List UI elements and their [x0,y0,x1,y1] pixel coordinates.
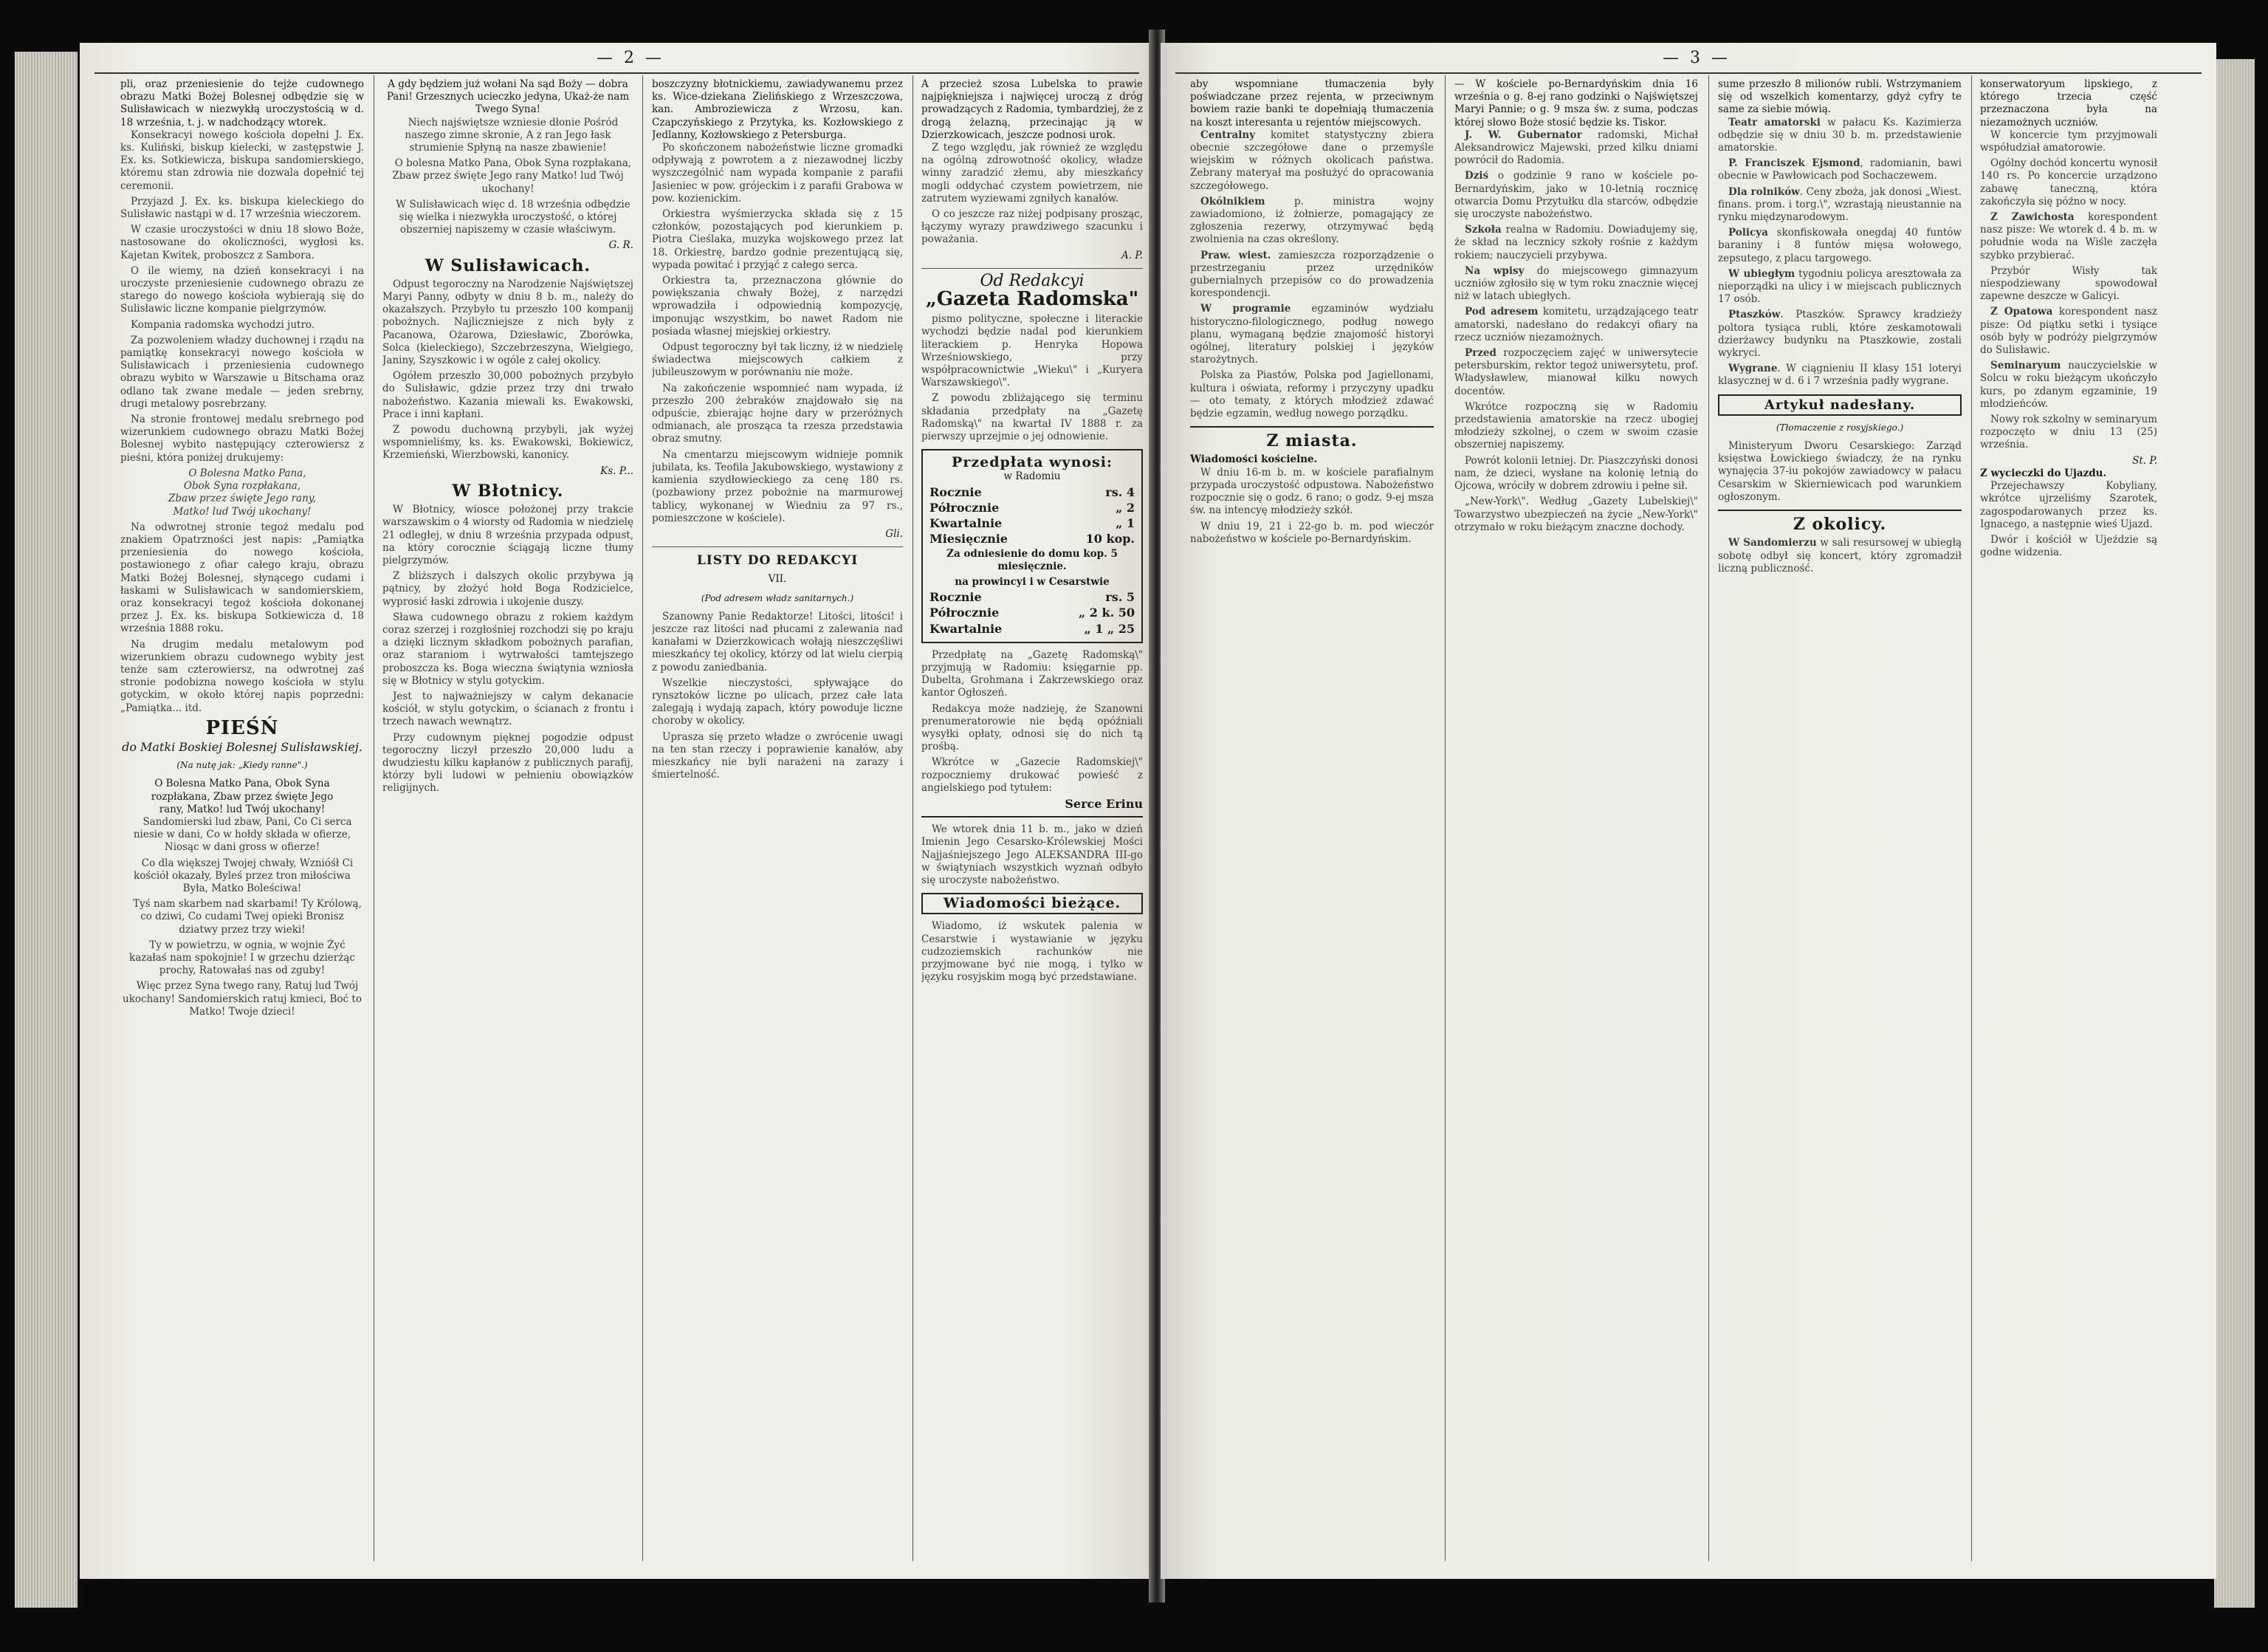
column-1 [1190,78,1434,1564]
price-row [929,485,1135,499]
column-rule [1708,75,1709,1561]
letters-title: LISTY DO REDAKCYI [696,553,859,569]
column-4 [1980,78,2157,1564]
article-text: konserwatoryum lipskiego, z którego trzecia część przeznaczona była na niezamożnych uczniów. [1980,78,2157,128]
price-label: Kwartalnie [929,621,1003,636]
article-body: Teatr amatorski w pałacu Ks. Kazimierza odbędzie się w dniu 30 b. m. przedstawienie amatorskie. P. Franciszek Ejsmond, radomianin, bawi obecnie w Pawłowicach pod Sochaczewem. Dla rolników. Ceny zboża, jak donosi „Wiest. finans. prom. i torg.\", wzrastają nieustannie na rynku międzynarodowym. Policya skonfiskowała onegdaj 40 funtów baraniny i 8 funtów mięsa wołowego, zepsutego, z placu targowego. W ubiegłym tygodniu policya aresztowała za nieporządki na ulicy i w miejscach publicznych 17 osób. Ptaszków. Ptaszków. Sprawcy kradzieży poltora tysiąca rubli, które zeskamotowali dzierżawcy budynku na Ptaszkowie, zostali wykryci. Wygrane. W ciągnieniu II klasy 151 loteryi klasycznej w d. 6 i 7 września padły wygrane. [1718,116,1962,388]
run-in-head: Z Opatowa [1990,306,2053,318]
header-rule [1175,72,2202,74]
price-row [929,590,1135,604]
subscription-box [921,449,1143,642]
column-2 [382,78,633,1564]
article-body: Konsekracyi nowego kościoła dopełni J. Ex. ks. Kuliński, biskup kielecki, w zastępstwie J. Ex. ks. Sotkiewicza, biskupa sandomierskiego, któremu stan zdrowia nie dozwala dopełnić tej ceremonii. Przyjazd J. Ex. ks. biskupa kieleckiego do Sulisławic nastąpi w d. 17 września wieczorem. W czasie uroczystości w dniu 18 słowo Boże, nastosowane do okoliczności, wygłosi ks. Kajetan Kwitek, proboszcz z Sambora. O ile wiemy, na dzień konsekracyi i na uroczyste przeniesienie cudownego obrazu ze starego do nowego kościoła wybierają się do Sulisławic liczne kompanie pielgrzymów. Kompania radomska wychodzi jutro. Za pozwoleniem władzy duchownej i rządu na pamiątkę konsekracyi nowego kościoła w Sulisławicach i przeniesienia cudownego obrazu wybito w Warszawie u Bitschama oraz odlano tak zwane medale — jeden srebrny, drugi metalowy posrebrzany. Na stronie frontowej medalu srebrnego pod wizerunkiem cudownego obrazu Matki Bożej Bolesnej wybito następujący czterowiersz z pieśni, która poniżej drukujemy: O Bolesna Matko Pana, Obok Syna rozpłakana, Zbaw przez święte Jego rany, Matko! lud Twój ukochany! Na odwrotnej stronie tegoż medalu pod znakiem Opatrzności jest napis: „Pamiątka przeniesienia do nowego kościoła, postawionego z ofiar całego kraju, obrazu Matki Bożej Bolesnej, słynącego cudami i łaskami w Sulisławicach w sandomierskiem, oraz konsekracyi tegoż kościoła dokonanej przez J. Ex. ks. biskupa Sotkiewicza d. 18 września 1888 roku. Na drugim medalu metalowym pod wizerunkiem obrazu cudownego wybity jest tenże sam czterowiersz, na odwrotnej zaś stronie podobizna nowego kościoła w stylu gotyckim, w około której napis poprzedni: „Pamiątka... itd. [120,128,364,714]
book-edge-right [2214,59,2255,1608]
letter-body: Szanowny Panie Redaktorze! Litości, litości! i jeszcze raz litości nad płucami z zalewania nad kanałami w Dzierzkowicach wołają nieszczęśliwi mieszkańcy tej okolicy, którzy od lat wielu cierpią z powodu zaniedbania. Wszelkie nieczystości, spływające do rynsztoków liczne po ulicach, przez całe lata zalegają i wydają zapach, który powoduje liczne choroby w okolicy. Uprasza się przeto władze o zwrócenie uwagi na ten stan rzeczy i poprawienie kanałów, aby mieszkańcy nie byli narażeni na zarazy i śmiertelność. [652,610,903,781]
run-in-head: Przed [1465,347,1496,360]
column-1 [120,78,364,1564]
run-in-head: J. W. Gubernator [1465,128,1582,141]
article-body: Wiadomo, iż wskutek palenia w Cesarstwie i wystawianie w języku cudzoziemskich rachunków nie przyjmowane być nie mogą, i tylko w języku rosyjskim mogą być przedstawiane. [921,920,1143,984]
section-subtitle: do Matki Boskiej Bolesnej Sulisławskiej. [122,739,362,754]
letters-subtitle: (Pod adresem władz sanitarnych.) [701,592,854,603]
run-in-head: W Sandomierzu [1728,537,1817,549]
divider [921,268,1143,269]
signature: Gli. [885,527,903,540]
article-heading: W Błotnicy. [452,481,564,501]
run-in-head: W ubiegłym [1728,267,1796,280]
column-rule [1971,75,1972,1561]
article-title: Artykuł nadesłany. [1764,397,1916,413]
news-heading: Wiadomości kościelne. [1190,453,1318,466]
region-title: Z okolicy. [1793,515,1887,535]
price-value: rs. 4 [1105,484,1135,499]
price-row [929,516,1135,530]
news-title: Wiadomości bieżące. [943,895,1121,912]
verse: A gdy będziem już wołani Na sąd Boży — dobra Pani! Grzesznych ucieczko jedyna, Ukaż-że nam Twego Syna! [386,78,630,116]
article-body: Przejechawszy Kobyliany, wkrótce ujrzeliśmy Szarotek, zagospodarowanych przez ks. Ignacego, a następnie wieś Ujazd. Dwór i kościół w Ujeździe są godne widzenia. [1980,480,2157,559]
price-label: Półrocznie [929,500,1000,515]
column-4 [921,78,1143,1564]
verse-body: Sandomierski lud zbaw, Pani, Co Ci serca niesie w dani, Co w hołdy składa w ofierze, Niosąc w dani gross w ofierze! Co dla większej Twojej chwały, Wznióśł Ci kościół okazały, Byleś przez tron miłościwa Była, Matko Boleściwa! Tyś nam skarbem nad skarbami! Ty Królową, co dziwi, Co cudami Twej opieki Bronisz dziatwy przez trzy wieki! Ty w powietrzu, w ognia, w wojnie Żyć kazałaś nam spokojnie! I w grzechu dzierżąc prochy, Ratowałaś nas od zguby! Więc przez Syna twego rany, Ratuj lud Twój ukochany! Sandomierskich ratuj kmieci, Boć to Matko! Twoje dzieci! [123,815,362,1018]
article-subtitle: (Tłomaczenie z rosyjskiego.) [1776,422,1904,433]
article-heading: W Sulisławicach. [425,256,591,275]
section-title: Z miasta. [1266,431,1358,451]
delivery-note: Za odniesienie do domu kop. 5 miesięcznie. [946,547,1118,572]
news-heading: Z wycieczki do Ujazdu. [1980,467,2107,479]
column-3 [1718,78,1962,1564]
price-label: Rocznie [929,484,982,499]
run-in-head: Okólnikiem [1200,195,1265,208]
run-in-head: Dla rolników [1728,185,1800,198]
run-in-head: Na wpisy [1465,264,1525,277]
price-row [929,501,1135,515]
price-value: „ 1 „ 25 [1084,621,1135,636]
price-label: Kwartalnie [929,516,1003,531]
price-value: „ 2 k. 50 [1079,606,1135,620]
news-title-box [921,893,1143,914]
article-text: sume przeszło 8 milionów rubli. Wstrzymaniem się od wszelkich komentarzy, gdyż cyfry te same za siebie mówią. [1718,78,1962,116]
article-text: boszczyzny błotnickiemu, zawiadywanemu przez ks. Wice-dziekana Zielińskiego z Wrzeszczowa, kan. Ambroziewicza z Wrzosu, kan. Czapczyńskiego z Przytyka, ks. Kozłowskiego z Jedlanny, Kozłowskiego z Petersburga. [652,78,903,141]
column-3 [652,78,903,1564]
right-page [1161,43,2216,1579]
page-number: — 2 — [597,49,664,67]
signature: G. R. [608,239,633,252]
article-body: Przedpłatę na „Gazetę Radomską\" przyjmują w Radomiu: księgarnie pp. Dubelta, Grohmana i Zakrzewskiego oraz kantor Ogłoszeń. Redakcya może nadzieję, że Szanowni prenumeratorowie nie będą opóźniali wysyłki opłaty, odnosi się do nich tą prośbą. Wkrótce w „Gazecie Radomskiej\" rozpoczniemy drukować powieść z angielskiego pod tytułem: [921,648,1143,794]
article-body: W dniu 16-m b. m. w kościele parafialnym przypada uroczystość odpustowa. Nabożeństwo rozpocznie się o godz. 6 rano; o godz. 9-ej msza św. na intencyę młodzieży szkół. W dniu 19, 21 i 22-go b. m. pod wieczór nabożeństwo w kościele po-Bernardyńskim. [1190,466,1434,545]
article-body: J. W. Gubernator radomski, Michał Aleksandrowicz Majewski, przed kilku dniami powrócił do Radomia. Dziś o godzinie 9 rano w kościele po-Bernardyńskim, jako w 10-letnią rocznicę otwarcia Domu Przytułku dla starców, odbędzie się uroczyste nabożeństwo. Szkoła realna w Radomiu. Dowiadujemy się, że skład na lecznicy szkoły rośnie z każdym rokiem; nauczycieli przybywa. Na wpisy do miejscowego gimnazyum uczniów zgłosiło się w tym roku znacznie więcej niż w latach ubiegłych. Pod adresem komitetu, urządzającego teatr amatorski, nadesłano do redakcyi ofiary na rzecz uczniów niezamożnych. Przed rozpoczęciem zajęć w uniwersytecie petersburskim, rektor tegoż uniwersytetu, prof. Władysławlew, mianował kilku nowych docentów. Wkrótce rozpoczną się w Radomiu przedstawienia amatorskie na rzecz ubogiej młodzieży szkolnej, o czem w swoim czasie obszerniej napiszemy. Powrót kolonii letniej. Dr. Piaszczyński donosi nam, że dzieci, wysłane na kolonię letnią do Ojcowa, wróciły w dobrem zdrowiu i pełne sił. „New-York\". Według „Gazety Lubelskiej\" Towarzystwo ubezpieczeń na życie „New-York\" otrzymało w roku bieżącym znaczne dochody. [1454,128,1698,533]
divider [921,816,1143,818]
redakcja-title: Od Redakcyi [980,271,1085,290]
column-rule [642,75,643,1561]
signed-title: Serce Erinu [1065,796,1143,811]
divider [1190,426,1434,428]
price-value: „ 1 [1116,516,1135,531]
article-body: We wtorek dnia 11 b. m., jako w dzień Imienin Jego Cesarsko-Królewskiej Mości Najjaśniejszego Jego ALEKSANDRA III-go w świątyniach wszystkich wyznań odbyło się uroczyste nabożeństwo. [921,823,1143,886]
price-label: Półrocznie [929,606,1000,620]
price-table [927,484,1137,548]
price-value: 10 kop. [1085,532,1135,546]
run-in-head: Seminaryum [1990,360,2061,372]
signature: Ks. P... [600,465,633,477]
section-note: (Na nutę jak: „Kiedy ranne".) [176,760,308,771]
run-in-head: Wygrane [1728,363,1778,375]
article-body: Odpust tegoroczny na Narodzenie Najświętszej Maryi Panny, odbyty w dniu 8 b. m., należy do okazałszych. Przybyło tu przeszło 100 kompanij pobożnych. Najliczniejsze z nich były z Pacanowa, Ożarowa, Dziesławic, Zborówka, Solca (kieleckiego), Szczebrzeszyna, Wielgiego, Janiny, Szyszkowic i w ogóle z całej okolicy. Ogółem przeszło 30,000 pobożnych przybyło do Sulisławic, gdzie przez trzy dni trwało nabożeństwo. Kazania miewali ks. Ewakowski, Prace i inni kapłani. Z powodu duchowną przybyli, jak wyżej wspomnieliśmy, ks. ks. Ewakowski, Bokiewicz, Krzemieński, Wierzbowski, kanonicy. [382,278,633,462]
article-body: W koncercie tym przyjmowali współudział amatorowie. Ogólny dochód koncertu wynosił 140 rs. Po koncercie urządzono zabawę taneczną, która zakończyła się późno w nocy. Z Zawichosta korespondent nasz pisze: We wtorek d. 4 b. m. w południe woda na Wiśle zaczęła szybko przybierać. Przybór Wisły tak niespodziewany spowodował zapewne deszcze w Galicyi. Z Opatowa korespondent nasz pisze: Od piątku setki i tysiące osób były w podróży pielgrzymów do Sulisławic. Seminaryum nauczycielskie w Solcu w roku bieżącym ukończyło kurs, po zdanym egzaminie, 19 młodzieńców. Nowy rok szkolny w seminaryum rozpoczęto w dniu 13 (25) września. [1980,128,2157,451]
column-2 [1454,78,1698,1564]
article-text: pli, oraz przeniesienie do tejże cudownego obrazu Matki Bożej Bolesnej odbędzie się w Sulisławicach w niezwykłą uroczystością w d. 18 września, t. j. w nadchodzący wtorek. [120,78,364,128]
divider [1718,510,1962,511]
price-value: „ 2 [1116,500,1135,515]
left-page [80,43,1155,1579]
price-label: Miesięcznie [929,532,1008,546]
divider [652,546,903,547]
article-body: Centralny komitet statystyczny zbiera obecnie szczegółowe dane o przemyśle wiejskim w różnych okolicach państwa. Zebrany materyał ma posłużyć do opracowania szczegółowego. Okólnikiem p. ministra wojny zawiadomiono, iż żołnierze, pomagający ze zgłoszenia rezerwy, otrzymywać będą zwolnienia na czas określony. Praw. wiest. zamieszcza rozporządzenie o przestrzeganiu przez urzędników gubernialnych przepisów co do prowadzenia korespondencji. W programie egzaminów wydziału historyczno-filologicznego, podług nowego planu, wymaganą będzie znajomość historyi ogólnej, literatury polskiej i języków starożytnych. Polska za Piastów, Polska pod Jagiellonami, kultura i oświata, reformy i przyczyny upadku — oto tematy, z których młodzież zdawać będzie egzamin, według nowego porządku. [1190,128,1434,420]
price-label: Rocznie [929,590,982,605]
article-text: aby wspomniane tłumaczenia były poświadczane przez rejenta, w przeciwnym bowiem razie banki te dopełniają tłumaczenia na koszt interesanta u rejentów miejscowych. [1190,78,1434,128]
verse: O Bolesna Matko Pana, Obok Syna rozpłakana, Zbaw przez święte Jego rany, Matko! lud Twój ukochany! [151,778,334,815]
article-text: A przecież szosa Lubelska to prawie najpiękniejsza i najwięcej uroczą z dróg prowadzących z Radomia, tymbardziej, że z drogą żelazną, przecinając ją w Dzierzkowicach, jeszcze podnosi urok. [921,78,1143,141]
run-in-head: Centralny [1200,128,1256,141]
price-value: rs. 5 [1105,590,1135,605]
price-row [929,622,1135,636]
run-in-head: Dziś [1465,170,1489,182]
book-edge-left [15,52,78,1608]
price-row [929,532,1135,546]
signature: St. P. [2132,454,2157,467]
article-body: Z tego względu, jak również ze względu na ogólną zdrowotność okolicy, władze winny zaradzić złemu, aby mieszkańcy mogli oddychać czystem powietrzem, nie zatrutem wyziewami zgniłych kanałów. O co jeszcze raz niżej podpisany prosząc, łączymy wyrazy prawdziwego szacunku i poważania. [921,142,1143,246]
verse-body: Niech najświętsze wzniesie dłonie Pośród naszego zimne skronie, A z ran Jego łask strumienie Spłyną na nasze zbawienie! O bolesna Matko Pana, Obok Syna rozpłakana, Zbaw przez święte Jego rany Matko! lud Twój ukochany! W Sulisławicach więc d. 18 września odbędzie się wielka i niezwykła uroczystość, o której obszerniej napiszemy w czasie właściwym. [392,116,632,236]
run-in-head: P. Franciszek Ejsmond [1728,157,1860,170]
article-body: Ministeryum Dworu Cesarskiego: Zarząd księstwa Łowickiego świadczy, że na rynku wynajęcia 37-iu pokojów zawiadowcy w pałacu Cesarskim w Skierniewicach pod warunkiem ogłoszonym. [1718,440,1962,503]
article-body: pismo polityczne, społeczne i literackie wychodzi będzie nadal pod kierunkiem literackiem p. Henryka Hopowa Wrześniowskiego, przy współpracownictwie „Wieku\" i „Kuryera Warszawskiego\". Z powodu zbliżającego się terminu składania przedpłaty na „Gazetę Radomską\" na kwartał IV 1888 r. za pierwszy uprzejmie o jej odnowienie. [921,313,1143,443]
article-body: W Błotnicy, wiosce położonej przy trakcie warszawskim o 4 wiorsty od Radomia w niedzielę 21 odległej, w dniu 8 września przypada odpust, na który corocznie ściągają liczne tłumy pielgrzymów. Z bliższych i dalszych okolic przybywa ją pątnicy, by złożyć hołd Boga Rodzicielce, wyprosić łaski zdrowia i ukojenie duszy. Sława cudownego obrazu z rokiem każdym coraz szerzej i rozgłośniej rozchodzi się po kraju a dzięki licznym składkom pobożnych parafian, oraz staraniom i wytrwałości tamtejszego proboszcza ks. Boga wieczna świątynia wzniosła się w Błotnicy w stylu gotyckim. Jest to najważniejszy w całym dekanacie kościół, w stylu gotyckim, o ścianach z frontu i trzech nawach wewnątrz. Przy cudownym pięknej pogodzie odpust tegoroczny liczył przeszło 20,000 ludu a dwudziestu kilku kapłanów z publicznych parafij, którzy byli ludowi w pełnieniu obowiązków religijnych. [382,504,633,795]
run-in-head: Teatr amatorski [1728,116,1821,128]
article-body: W Sandomierzu w sali resursowej w ubiegłą sobotę odbył się koncert, który zgromadził liczną publiczność. [1718,537,1962,575]
run-in-head: W programie [1200,303,1291,315]
run-in-head: Szkoła [1465,224,1502,236]
run-in-head: Praw. wiest. [1200,249,1271,261]
paper-name: „Gazeta Radomska" [925,288,1139,311]
page-number: — 3 — [1663,49,1731,67]
article-body: Po skończonem nabożeństwie liczne gromadki odpływają z powrotem a z niezawodnej liczby wyszczególnić nam wypada kompanie z parafii Jasieniec w pow. grójeckim i z parafii Grabowa w pow. kozienickim. Orkiestra wyśmierzycka składa się z 15 członków, pozostających pod kierunkiem p. Piotra Cieślaka, muzyka wojskowego przez lat 18. Orkiestrę, bardzo godnie prezentującą się, wypada powitać i przyjąć z całego serca. Orkiestra ta, przeznaczona głównie do powiększania chwały Bożej, z narzędzi wprowadziła i odpowiednią kompozycję, imponując wszystkim, bo nawet Radom nie posiada własnej miejskiej orkiestry. Odpust tegoroczny był tak liczny, iż w niedzielę świadectwa miejscowych całkiem z jubileuszowym w porównaniu nie może. Na zakończenie wspomnieć nam wypada, iż przeszło 200 żebraków znajdowało się na odpuście, zbierając hojne dary w przeróżnych odmianach, ale prosząca ta rzesza przedstawia obraz smutny. Na cmentarzu miejscowym widnieje pomnik jubilata, ks. Teofila Jakubowskiego, wystawiony z kamienia szydłowieckiego za cenę 180 rs. (pozbawiony przez pobożnie na marmurowej tablicy, wykonanej w Wiedniu za 97 rs., pomieszczone w kościele). [652,142,903,524]
column-rule [1445,75,1446,1561]
header-rule [94,72,1139,74]
run-in-head: Ptaszków [1728,309,1781,321]
section-title: PIEŚŃ [205,716,279,739]
signature: A. P. [1121,249,1143,261]
price-row [929,606,1135,620]
run-in-head: Pod adresem [1465,306,1539,318]
price-table-province [927,589,1137,637]
article-text: — W kościele po-Bernardyńskim dnia 16 września o g. 8-ej rano godzinki o Najświętszej Maryi Pannie; o g. 9 msza św. z suma, podczas której słowo Boże stosić będzie ks. Tiskor. [1454,78,1698,128]
run-in-head: Policya [1728,227,1768,239]
run-in-head: Z Zawichosta [1990,211,2075,224]
letters-number: VII. [768,573,787,586]
subscription-subtitle: w Radomiu [1003,470,1061,483]
subscription-title: Przedpłata wynosi: [952,454,1113,471]
province-title: na prowincyi i w Cesarstwie [955,575,1110,588]
article-title-box [1718,394,1962,416]
